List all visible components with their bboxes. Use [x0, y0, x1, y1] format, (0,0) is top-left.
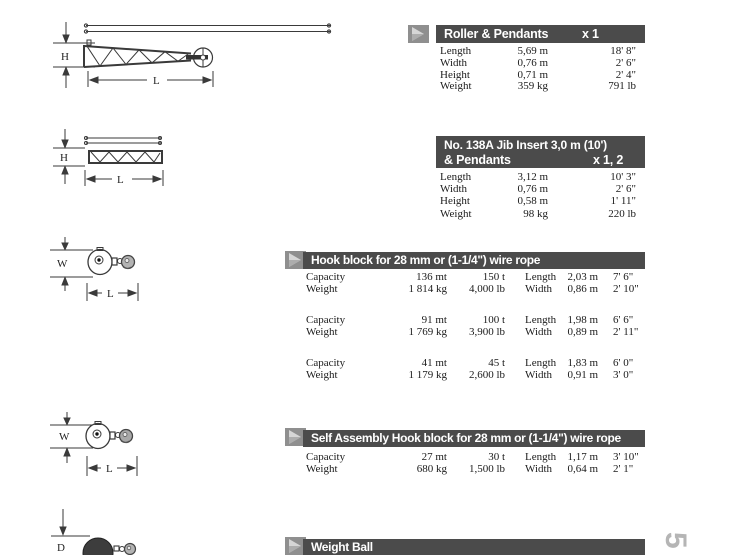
row-label: Height — [440, 195, 470, 208]
imperial-value: 150 t — [482, 271, 505, 283]
imperial-value: 18' 8" — [610, 45, 636, 57]
hook-block-diagram — [45, 233, 155, 303]
metric-value: 3,12 m — [517, 171, 548, 183]
hook-block-drawing — [88, 248, 135, 275]
dim-metric-value: 0,91 m — [567, 369, 598, 382]
imperial-value: 10' 3" — [610, 171, 636, 183]
table-row — [436, 81, 636, 93]
ball-table-title: Weight Ball — [311, 540, 373, 554]
dim-label: Width — [525, 369, 553, 382]
imperial-value: 2,600 lb — [468, 369, 505, 382]
width-label: W — [57, 258, 68, 270]
self-table-header — [303, 430, 645, 447]
roller-wheel — [186, 48, 213, 67]
metric-value: 5,69 m — [517, 45, 548, 57]
imperial-value: 1' 11" — [610, 195, 636, 208]
dim-metric-value: 1,83 m — [567, 357, 598, 370]
row-label: Length — [440, 171, 472, 183]
roller-table-multiplier: x 1 — [582, 27, 599, 41]
boom-lattice — [84, 40, 191, 67]
roller-table-rows — [436, 46, 636, 93]
length-label: L — [107, 288, 114, 300]
self-table-title: Self Assembly Hook block for 28 mm or (1-1/4") wire rope — [311, 431, 621, 445]
row-label: Width — [440, 183, 468, 196]
pendant-lines — [84, 24, 331, 33]
metric-value: 27 mt — [421, 451, 447, 463]
imperial-value: 30 t — [488, 451, 505, 463]
imperial-value: 2' 4" — [615, 68, 636, 81]
hook-table-rows — [303, 271, 658, 400]
dim-label: Width — [525, 463, 553, 476]
metric-value: 0,76 m — [517, 183, 548, 196]
length-label: L — [106, 463, 113, 475]
roller-table-header — [436, 25, 645, 43]
dim-label: Length — [525, 271, 557, 283]
table-row — [303, 326, 658, 338]
row-label: Capacity — [306, 314, 346, 327]
table-row — [436, 58, 636, 70]
jib-table-title-line2: & Pendants — [444, 153, 511, 167]
table-row — [303, 283, 658, 295]
jib-table-multiplier: x 1, 2 — [593, 153, 624, 167]
metric-value: 1 179 kg — [408, 369, 447, 382]
row-label: Weight — [306, 283, 338, 296]
weight-ball-diagram — [45, 505, 155, 555]
dim-label: Length — [525, 314, 557, 327]
dim-metric-value: 0,64 m — [567, 463, 598, 476]
row-label: Weight — [306, 369, 338, 382]
dim-metric-value: 0,89 m — [567, 326, 598, 339]
dim-label: Width — [525, 326, 553, 339]
hook-table-title: Hook block for 28 mm or (1-1/4") wire rope — [311, 253, 541, 267]
imperial-value: 1,500 lb — [468, 463, 505, 476]
metric-value: 0,76 m — [517, 56, 548, 69]
jib-table-rows — [436, 171, 636, 220]
dim-metric-value: 0,86 m — [567, 283, 598, 296]
row-label: Capacity — [306, 271, 346, 283]
hook-table-group — [303, 357, 658, 382]
dim-imperial-value: 3' 0" — [613, 369, 634, 382]
table-row — [436, 208, 636, 220]
imperial-value: 791 lb — [608, 80, 636, 93]
dim-imperial-value: 6' 6" — [613, 314, 634, 327]
hook-table-header — [303, 252, 645, 269]
row-label: Weight — [306, 326, 338, 339]
truss-lattice — [88, 150, 163, 164]
row-label: Capacity — [306, 451, 346, 463]
row-label: Width — [440, 56, 468, 69]
dim-metric-value: 1,98 m — [567, 314, 598, 327]
table-row — [303, 357, 658, 369]
imperial-value: 3,900 lb — [468, 326, 505, 339]
table-row — [303, 314, 658, 326]
imperial-value: 2' 6" — [615, 183, 636, 196]
ball-table-header — [303, 539, 645, 555]
pendant-lines — [85, 137, 163, 145]
dim-imperial-value: 2' 11" — [613, 326, 639, 339]
jib-table-header — [436, 136, 645, 168]
table-row — [436, 195, 636, 207]
row-label: Weight — [306, 463, 338, 476]
dim-label: Length — [525, 451, 557, 463]
dim-metric-value: 1,17 m — [567, 451, 598, 463]
self-assembly-hook-block-diagram — [45, 408, 155, 480]
length-label: L — [117, 174, 124, 186]
weight-ball-drawing — [83, 538, 136, 555]
imperial-value: 220 lb — [608, 207, 636, 220]
roller-pendants-diagram — [45, 14, 340, 96]
imperial-value: 45 t — [488, 357, 505, 370]
metric-value: 359 kg — [517, 80, 548, 93]
hook-table-group — [303, 314, 658, 339]
height-label: H — [60, 152, 68, 164]
dim-imperial-value: 2' 10" — [613, 283, 639, 296]
metric-value: 0,71 m — [517, 68, 548, 81]
metric-value: 1 769 kg — [408, 326, 447, 339]
width-label: W — [59, 431, 70, 443]
length-dimension — [85, 170, 163, 186]
jib-insert-diagram — [45, 126, 175, 190]
length-dimension — [88, 71, 213, 87]
dim-label: Width — [525, 283, 553, 296]
metric-value: 136 mt — [416, 271, 447, 283]
metric-value: 680 kg — [416, 463, 447, 476]
page-number: 5 — [659, 532, 692, 549]
table-row — [303, 463, 658, 475]
metric-value: 0,58 m — [517, 195, 548, 208]
self-table-rows — [303, 451, 658, 476]
table-row — [436, 183, 636, 195]
dim-metric-value: 2,03 m — [567, 271, 598, 283]
metric-value: 91 mt — [421, 314, 447, 327]
table-row — [436, 171, 636, 183]
dim-imperial-value: 2' 1" — [613, 463, 634, 476]
dim-label: Length — [525, 357, 557, 370]
row-label: Length — [440, 45, 472, 57]
diameter-dimension — [51, 509, 90, 536]
table-row — [303, 369, 658, 381]
row-label: Weight — [440, 80, 472, 93]
row-label: Height — [440, 68, 470, 81]
dim-imperial-value: 7' 6" — [613, 271, 634, 283]
length-label: L — [153, 75, 160, 87]
imperial-value: 2' 6" — [615, 56, 636, 69]
height-label: H — [61, 51, 69, 63]
section-arrow-icon — [408, 25, 429, 43]
row-label: Weight — [440, 207, 472, 220]
roller-table-title: Roller & Pendants — [444, 27, 549, 41]
row-label: Capacity — [306, 357, 346, 370]
height-dimension — [53, 129, 85, 184]
imperial-value: 100 t — [482, 314, 505, 327]
dim-imperial-value: 6' 0" — [613, 357, 634, 370]
jib-table-title-line1: No. 138A Jib Insert 3,0 m (10') — [444, 138, 607, 152]
metric-value: 1 814 kg — [408, 283, 447, 296]
metric-value: 98 kg — [523, 207, 548, 220]
table-row — [303, 451, 658, 463]
hook-table-group — [303, 271, 658, 296]
metric-value: 41 mt — [421, 357, 447, 370]
diameter-label: D — [57, 542, 65, 554]
hook-block-drawing — [86, 422, 133, 449]
table-row — [303, 271, 658, 283]
imperial-value: 4,000 lb — [468, 283, 505, 296]
dim-imperial-value: 3' 10" — [613, 451, 639, 463]
